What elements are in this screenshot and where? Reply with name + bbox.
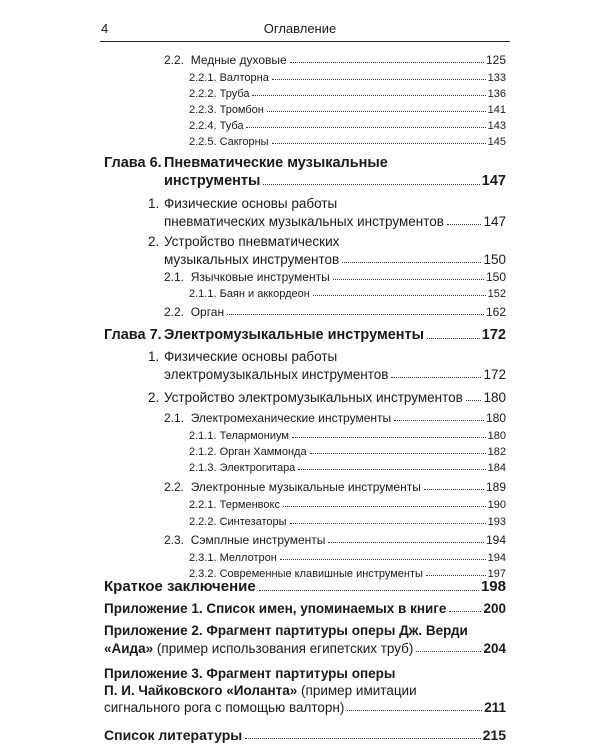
header-rule <box>100 41 510 42</box>
entry-number: 2.1.3. <box>189 462 217 474</box>
toc-entry[interactable] <box>164 53 506 67</box>
toc-entry[interactable] <box>189 430 506 442</box>
dot-leader <box>466 400 482 401</box>
entry-title: Валторна <box>219 72 269 84</box>
entry-page: 180 <box>485 411 506 425</box>
entry-title: Язычковые инструменты <box>190 270 330 284</box>
entry-page: 147 <box>481 173 506 189</box>
chapter-title: Пневматические музыкальные <box>164 155 388 171</box>
dot-leader <box>426 575 486 576</box>
dot-leader <box>328 542 484 543</box>
toc-entry[interactable] <box>104 601 506 616</box>
entry-page: 162 <box>485 305 506 319</box>
entry-number: 1. <box>148 349 160 364</box>
appendix-heading[interactable] <box>104 623 468 638</box>
dot-leader <box>342 262 481 263</box>
dot-leader <box>280 559 486 560</box>
entry-number: 2. <box>148 234 160 249</box>
opera-title: П. И. Чайковского «Иоланта» <box>104 683 298 698</box>
entry-page: 215 <box>482 727 506 743</box>
entry-title: Электромеханические инструменты <box>190 411 392 425</box>
toc-entry[interactable] <box>164 411 506 425</box>
toc-entry[interactable] <box>189 88 506 100</box>
entry-title: Меллотрон <box>219 552 277 564</box>
dot-leader <box>245 738 480 739</box>
entry-note: (пример имитации <box>297 683 417 698</box>
entry-number: 2.1. <box>164 411 185 425</box>
opera-title: «Аида» <box>104 641 154 656</box>
entry-number: 2.3.2. <box>189 568 217 580</box>
entry-page: 145 <box>487 136 506 148</box>
dot-leader <box>259 590 479 591</box>
dot-leader <box>290 523 486 524</box>
toc-entry[interactable] <box>189 136 506 148</box>
entry-title: Тромбон <box>219 104 264 116</box>
entry-page: 200 <box>483 601 506 616</box>
toc-entry[interactable] <box>164 214 506 229</box>
entry-note: сигнального рога с помощью валторн) <box>104 700 345 715</box>
entry-page: 141 <box>487 104 506 116</box>
entry-title: Сэмплные инструменты <box>190 533 326 547</box>
entry-title: Список литературы <box>104 727 243 743</box>
toc-entry[interactable] <box>148 390 506 405</box>
entry-title: Современные клавишные инструменты <box>219 568 423 580</box>
toc-entry[interactable] <box>164 480 506 494</box>
entry-number: 2.2.2. <box>189 516 217 528</box>
dot-leader <box>347 710 482 711</box>
entry-number: 2.2. <box>164 480 185 494</box>
entry-title-cont: музыкальных инструментов <box>164 252 340 267</box>
section-heading[interactable] <box>148 196 337 211</box>
entry-title: Электронные музыкальные инструменты <box>190 480 421 494</box>
entry-page: 125 <box>485 53 506 67</box>
entry-page: 136 <box>487 88 506 100</box>
dot-leader <box>290 62 484 63</box>
entry-title: Туба <box>219 120 244 132</box>
dot-leader <box>227 314 484 315</box>
entry-title: Труба <box>219 88 250 100</box>
toc-entry[interactable] <box>164 173 506 189</box>
toc-entry[interactable] <box>164 252 506 267</box>
entry-title: Электрогитара <box>219 462 296 474</box>
entry-number: 2.2. <box>164 53 185 67</box>
entry-title: Сакгорны <box>219 136 269 148</box>
entry-page: 147 <box>483 214 506 229</box>
entry-number: 2.3. <box>164 533 185 547</box>
toc-entry[interactable] <box>189 446 506 458</box>
toc-entry[interactable] <box>189 499 506 511</box>
entry-number: 2.2.1. <box>189 72 217 84</box>
toc-entry[interactable] <box>164 305 506 319</box>
entry-number: 2.3.1. <box>189 552 217 564</box>
dot-leader <box>416 651 481 652</box>
entry-title: Приложение 2. Фрагмент партитуры оперы Дж. Верди <box>104 623 468 638</box>
entry-page: 190 <box>487 499 506 511</box>
entry-title: Телармониум <box>219 430 289 442</box>
dot-leader <box>427 338 480 339</box>
entry-title: Баян и аккордеон <box>219 288 310 300</box>
toc-entry[interactable] <box>164 367 506 382</box>
entry-page: 182 <box>487 446 506 458</box>
dot-leader <box>283 506 486 507</box>
entry-title: Устройство электромузыкальных инструментов <box>164 390 463 405</box>
entry-page: 143 <box>487 120 506 132</box>
entry-number: 2.1.1. <box>189 288 217 300</box>
entry-number: 2. <box>148 390 160 405</box>
entry-page: 194 <box>487 552 506 564</box>
entry-title: Орган Хаммонда <box>219 446 307 458</box>
entry-title-cont: пневматических музыкальных инструментов <box>164 214 444 229</box>
toc-entry[interactable] <box>104 641 506 656</box>
entry-title: Орган <box>190 305 225 319</box>
toc-entry[interactable] <box>189 72 506 84</box>
toc-entry[interactable] <box>189 104 506 116</box>
entry-title: Синтезаторы <box>219 516 287 528</box>
toc-entry[interactable] <box>104 327 506 343</box>
dot-leader <box>447 224 482 225</box>
entry-number: 2.2.4. <box>189 120 217 132</box>
dot-leader <box>394 420 484 421</box>
toc-entry[interactable] <box>189 516 506 528</box>
entry-page: 198 <box>480 578 506 595</box>
chapter-heading[interactable] <box>104 155 388 171</box>
chapter-title: Электромузыкальные инструменты <box>164 327 425 343</box>
entry-title: Медные духовые <box>190 53 287 67</box>
running-title: Оглавление <box>263 21 337 36</box>
dot-leader <box>272 143 486 144</box>
section-heading[interactable] <box>148 349 337 364</box>
entry-number: 2.2.1. <box>189 499 217 511</box>
entry-title: Физические основы работы <box>164 349 338 364</box>
dot-leader <box>391 377 481 378</box>
dot-leader <box>424 489 484 490</box>
entry-page: 152 <box>487 288 506 300</box>
entry-page: 193 <box>487 516 506 528</box>
entry-number: 2.2.3. <box>189 104 217 116</box>
entry-number: 1. <box>148 196 160 211</box>
entry-page: 133 <box>487 72 506 84</box>
toc-entry[interactable] <box>189 552 506 564</box>
entry-note: (пример использования египетских труб) <box>153 641 414 656</box>
entry-title-cont: электромузыкальных инструментов <box>164 367 389 382</box>
entry-number: 2.1.1. <box>189 430 217 442</box>
entry-page: 194 <box>485 533 506 547</box>
toc-entry[interactable] <box>164 270 506 284</box>
dot-leader <box>267 111 486 112</box>
dot-leader <box>333 279 484 280</box>
dot-leader <box>272 79 486 80</box>
entry-title: Приложение 1. Список имен, упоминаемых в книге <box>104 601 447 616</box>
entry-page: 197 <box>487 568 506 580</box>
entry-title: Краткое заключение <box>104 578 256 595</box>
toc-entry[interactable] <box>189 120 506 132</box>
appendix-heading-cont <box>104 683 417 698</box>
dot-leader <box>263 184 479 185</box>
entry-page: 172 <box>483 367 506 382</box>
entry-page: 180 <box>483 390 506 405</box>
toc-entry[interactable] <box>104 578 506 595</box>
entry-number: 2.2.2. <box>189 88 217 100</box>
entry-page: 180 <box>487 430 506 442</box>
toc-entry[interactable] <box>104 700 506 715</box>
toc-entry[interactable] <box>189 288 506 300</box>
entry-page: 184 <box>487 462 506 474</box>
toc-entry[interactable] <box>189 462 506 474</box>
page-header <box>0 0 600 44</box>
dot-leader <box>246 127 485 128</box>
page-number: 4 <box>101 21 109 36</box>
entry-page: 150 <box>485 270 506 284</box>
entry-page: 150 <box>483 252 506 267</box>
entry-title: Устройство пневматических <box>164 234 340 249</box>
chapter-title-cont: инструменты <box>164 173 261 189</box>
entry-title: Приложение 3. Фрагмент партитуры оперы <box>104 666 396 681</box>
dot-leader <box>252 95 485 96</box>
entry-number: 2.2.5. <box>189 136 217 148</box>
entry-page: 172 <box>481 327 506 343</box>
entry-page: 211 <box>484 700 506 715</box>
entry-title: Физические основы работы <box>164 196 338 211</box>
dot-leader <box>298 469 485 470</box>
section-heading[interactable] <box>148 234 339 249</box>
chapter-number: Глава 6. <box>104 155 162 171</box>
entry-number: 2.2. <box>164 305 185 319</box>
appendix-heading[interactable] <box>104 666 395 681</box>
dot-leader <box>292 437 486 438</box>
toc-entry[interactable] <box>164 533 506 547</box>
chapter-number: Глава 7. <box>104 327 162 343</box>
entry-page: 204 <box>483 641 506 656</box>
entry-title: Терменвокс <box>219 499 280 511</box>
entry-number: 2.1.2. <box>189 446 217 458</box>
toc-entry[interactable] <box>104 727 506 743</box>
dot-leader <box>313 295 486 296</box>
entry-number: 2.1. <box>164 270 185 284</box>
dot-leader <box>449 611 481 612</box>
entry-page: 189 <box>485 480 506 494</box>
dot-leader <box>310 453 486 454</box>
